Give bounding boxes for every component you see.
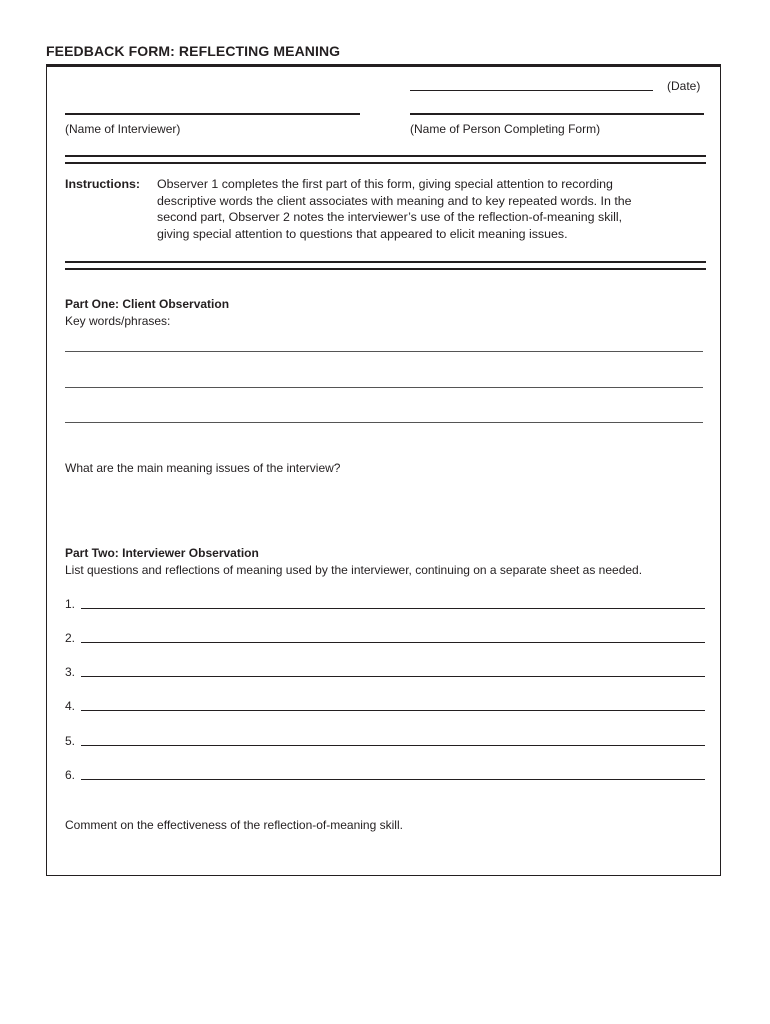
instructions-top-rule	[65, 155, 706, 164]
keywords-line-1[interactable]	[65, 351, 703, 352]
meaning-issues-question: What are the main meaning issues of the interview?	[65, 461, 341, 475]
item-line[interactable]	[81, 710, 705, 711]
item-number: 4.	[65, 699, 76, 713]
list-item[interactable]	[65, 665, 705, 681]
list-item[interactable]	[65, 631, 705, 647]
item-number: 2.	[65, 631, 76, 645]
item-line[interactable]	[81, 676, 705, 677]
list-item[interactable]	[65, 768, 705, 784]
instructions-bottom-rule	[65, 261, 706, 270]
item-number: 6.	[65, 768, 76, 782]
instructions-line: descriptive words the client associates with meaning and to key repeated words. In the	[157, 193, 632, 208]
instructions-line: Observer 1 completes the first part of this form, giving special attention to recording	[157, 177, 613, 191]
instructions-line: second part, Observer 2 notes the interviewer’s use of the reflection-of-meaning skill,	[157, 210, 623, 224]
item-number: 1.	[65, 597, 76, 611]
form-title: FEEDBACK FORM: REFLECTING MEANING	[46, 43, 341, 59]
completer-name-line[interactable]	[410, 113, 704, 115]
part-two-heading: Part Two: Interviewer Observation	[65, 546, 259, 560]
list-item[interactable]	[65, 699, 705, 715]
keywords-line-3[interactable]	[65, 422, 703, 423]
date-line[interactable]	[410, 90, 653, 91]
keywords-label: Key words/phrases:	[65, 314, 171, 328]
list-item[interactable]	[65, 597, 705, 613]
interviewer-name-label: (Name of Interviewer)	[65, 122, 181, 136]
instructions-text	[157, 176, 717, 242]
item-line[interactable]	[81, 779, 705, 780]
item-line[interactable]	[81, 745, 705, 746]
interviewer-name-line[interactable]	[65, 113, 360, 115]
date-label: (Date)	[667, 79, 701, 93]
instructions-label: Instructions:	[65, 177, 141, 191]
item-line[interactable]	[81, 642, 705, 643]
part-one-heading: Part One: Client Observation	[65, 297, 230, 311]
comment-prompt: Comment on the effectiveness of the reflection-of-meaning skill.	[65, 818, 403, 832]
instructions-line: giving special attention to questions that appeared to elicit meaning issues.	[157, 226, 568, 241]
keywords-line-2[interactable]	[65, 387, 703, 388]
part-two-intro: List questions and reflections of meaning used by the interviewer, continuing on a separate sheet as needed.	[65, 563, 643, 577]
list-item[interactable]	[65, 734, 705, 750]
completer-name-label: (Name of Person Completing Form)	[410, 122, 601, 136]
item-number: 3.	[65, 665, 76, 679]
item-line[interactable]	[81, 608, 705, 609]
item-number: 5.	[65, 734, 76, 748]
